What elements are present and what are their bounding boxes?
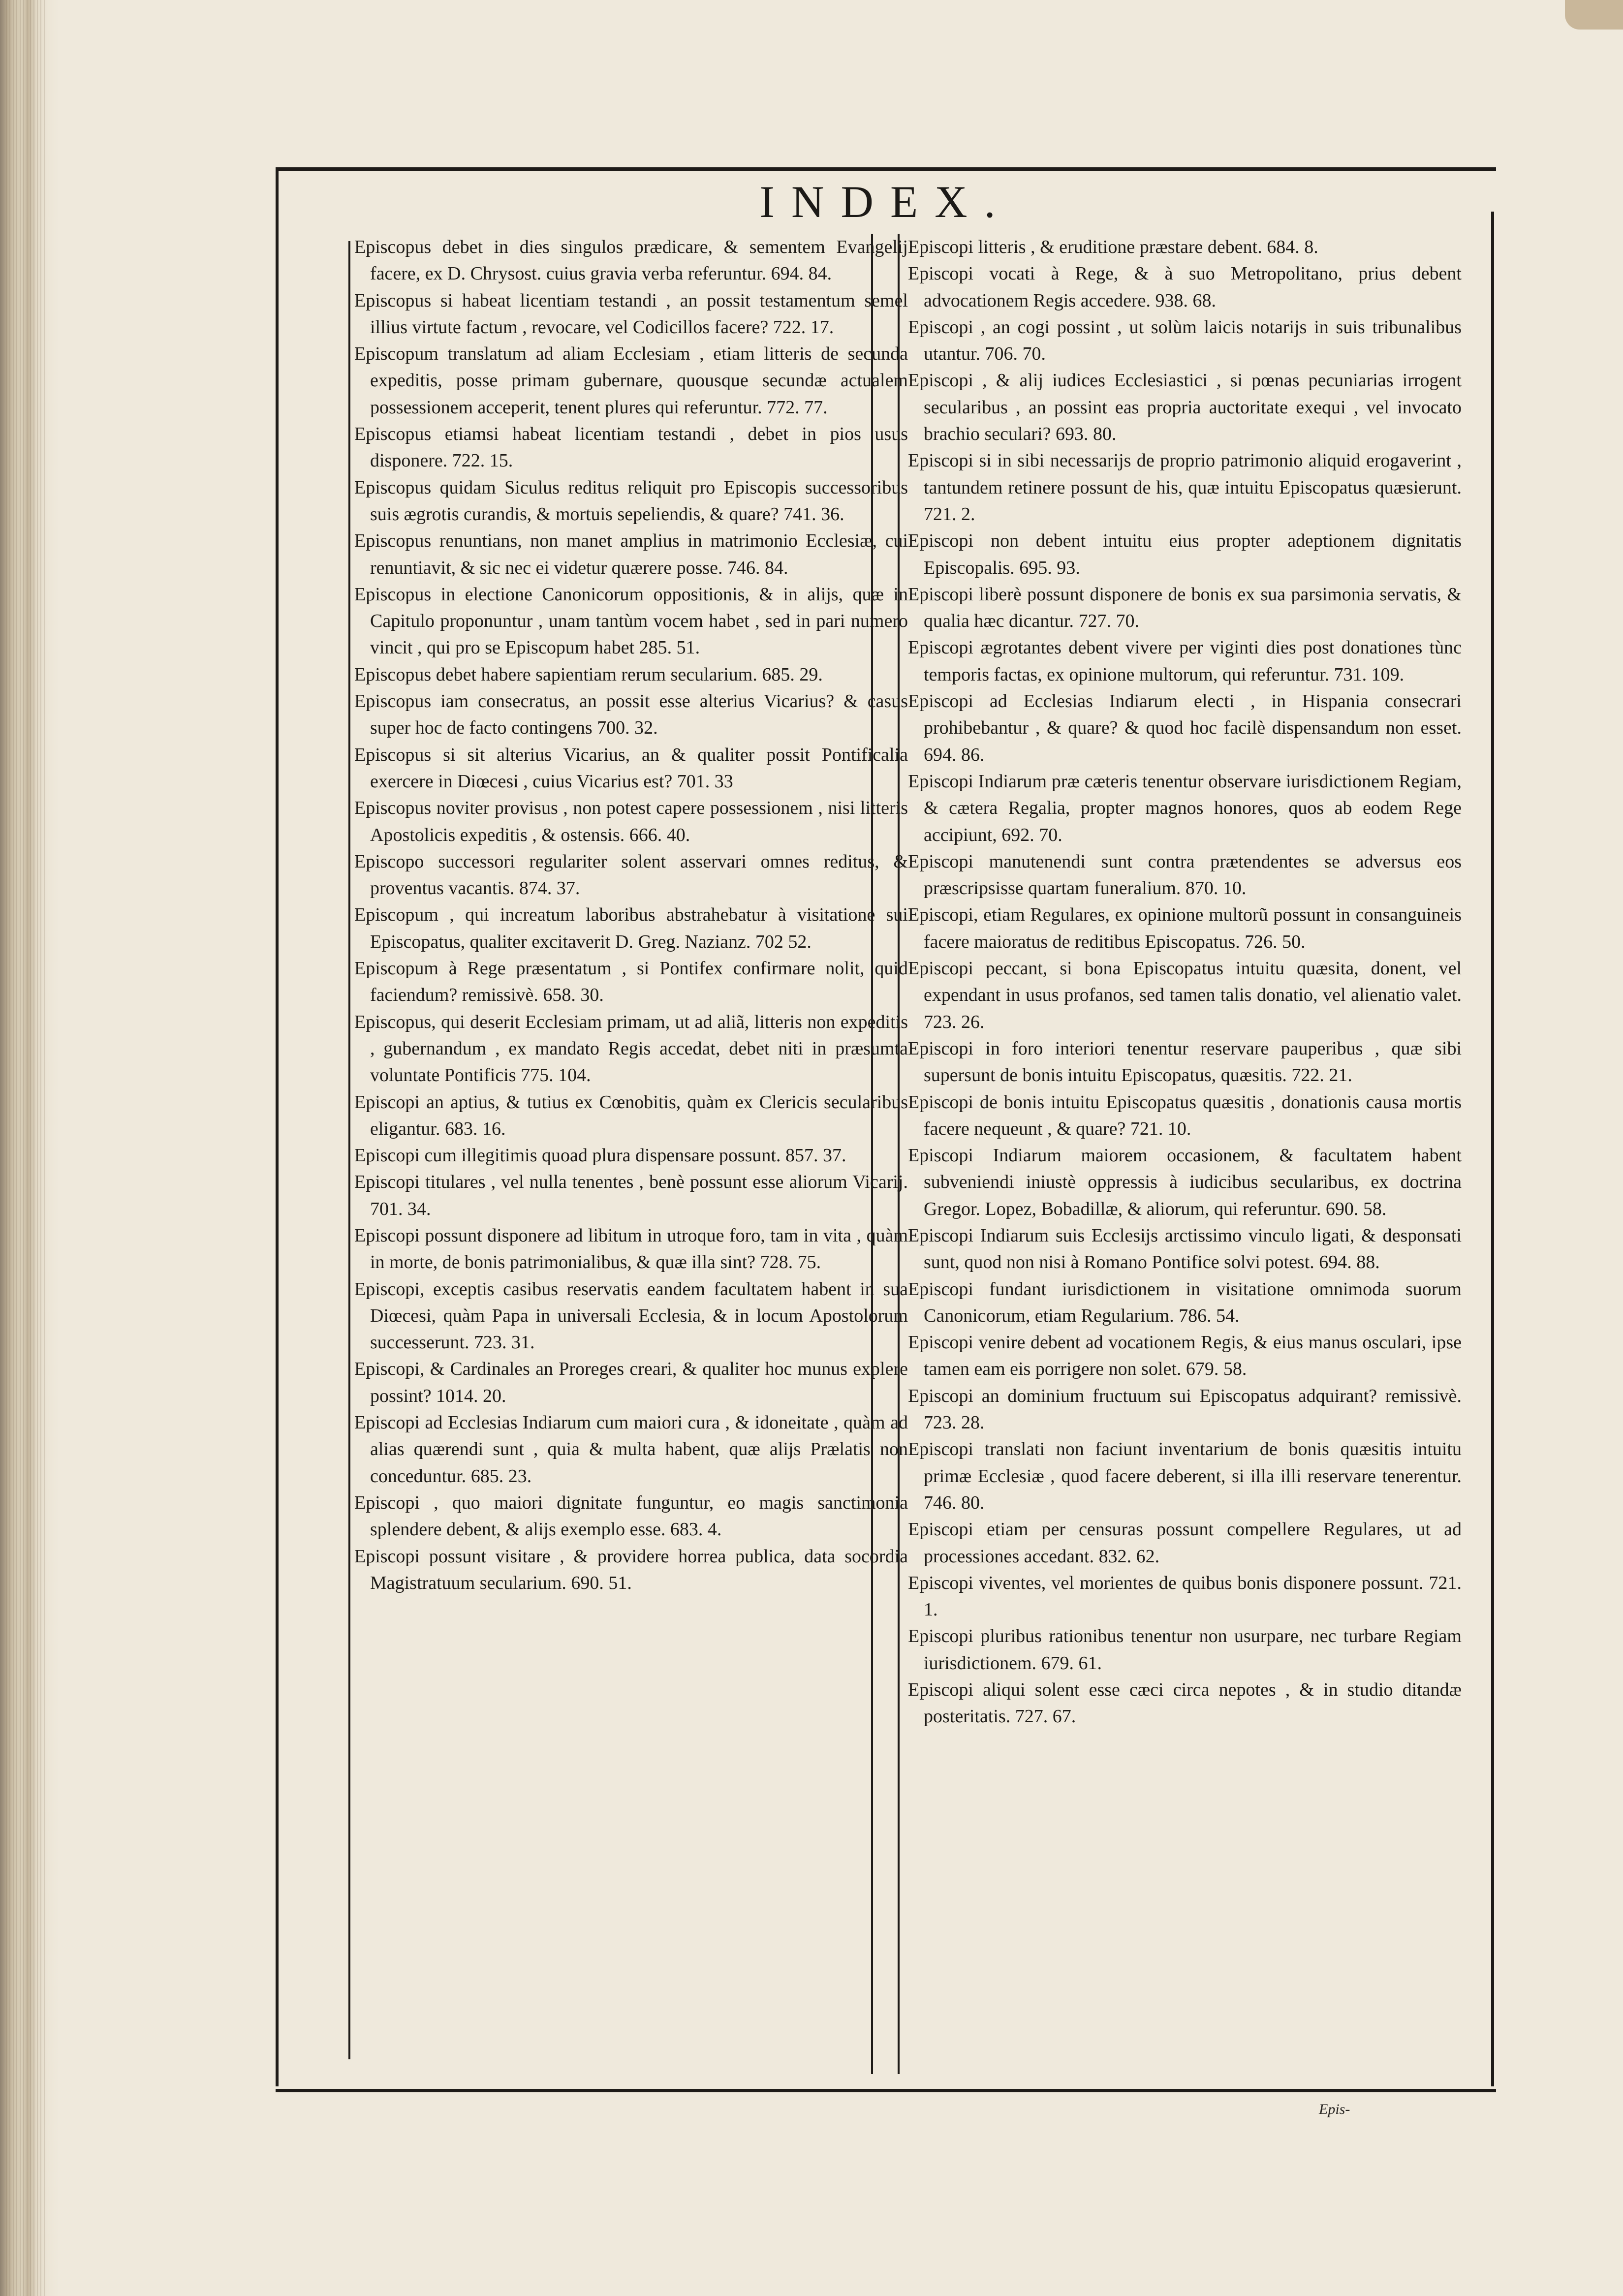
index-entry: Episcopus si sit alterius Vicarius, an & qualiter possit Pontificalia exercere in Diœcesi , cuius Vicarius est? 701. 33	[354, 744, 908, 792]
index-entry: Episcopi , an cogi possint , ut solùm laicis notarijs in suis tribunalibus utantur. 706. 70.	[908, 316, 1462, 365]
index-entry: Episcopi litteris , & eruditione præstare debent. 684. 8.	[908, 237, 1318, 257]
index-entry: Episcopum à Rege præsentatum , si Pontifex confirmare nolit, quid faciendum? remissivè. 658. 30.	[354, 958, 908, 1006]
index-entry: Episcopi possunt visitare , & providere horrea publica, data socordia Magistratuum secularium. 690. 51.	[354, 1546, 908, 1593]
index-entry: Episcopi, etiam Regulares, ex opinione multorũ possunt in consanguineis facere maioratus de reditibus Episcopatus. 726. 50.	[908, 904, 1462, 952]
index-entry: Episcopi in foro interiori tenentur reservare pauperibus , quæ sibi supersunt de bonis intuitu Episcopatus, quæsitis. 722. 21.	[908, 1038, 1462, 1086]
index-entry: Episcopus quidam Siculus reditus reliquit pro Episcopis successoribus suis ægrotis curandis, & mortuis sepeliendis, & quare? 741. 36.	[354, 477, 908, 525]
index-entry: Episcopi Indiarum suis Ecclesijs arctissimo vinculo ligati, & desponsati sunt, quod non nisi à Romano Pontifice solvi potest. 694. 88.	[908, 1225, 1462, 1273]
index-entry: Episcopi pluribus rationibus tenentur non usurpare, nec turbare Regiam iurisdictionem. 679. 61.	[908, 1626, 1462, 1674]
left-index-column	[354, 234, 908, 2074]
index-entry: Episcopi vocati à Rege, & à suo Metropolitano, prius debent advocationem Regis accedere. 938. 68.	[908, 263, 1462, 311]
book-page-edges	[0, 0, 59, 2296]
right-border-rule	[1491, 212, 1494, 2086]
top-border-rule	[276, 167, 1496, 171]
index-entry: Episcopi aliqui solent esse cæci circa nepotes , & in studio ditandæ posteritatis. 727. 67.	[908, 1679, 1462, 1727]
index-entry: Episcopi an aptius, & tutius ex Cœnobitis, quàm ex Clericis secularibus eligantur. 683. 16.	[354, 1091, 908, 1139]
index-entry: Episcopus in electione Canonicorum oppositionis, & in alijs, quæ in Capitulo proponuntur , unam tantùm vocem habet , sed in pari numero vincit , qui pro se Episcopum habet 285. 51.	[354, 584, 908, 658]
bottom-border-rule	[276, 2089, 1496, 2092]
index-entry: Episcopi ægrotantes debent vivere per viginti dies post donationes tùnc temporis factas, ex opinione multorum, qui referuntur. 731. 109.	[908, 637, 1462, 685]
index-entry: Episcopus renuntians, non manet amplius in matrimonio Ecclesiæ, cui renuntiavit, & sic nec ei videtur quærere posse. 746. 84.	[354, 530, 908, 578]
index-entry: Episcopus debet habere sapientiam rerum secularium. 685. 29.	[354, 664, 823, 685]
index-entry: Episcopo successori regulariter solent asservari omnes reditus, & proventus vacantis. 874. 37.	[354, 851, 908, 899]
catchword: Epis-	[1319, 2101, 1350, 2117]
index-entry: Episcopum , qui increatum laboribus abstrahebatur à visitatione sui Episcopatus, qualiter excitaverit D. Greg. Nazianz. 702 52.	[354, 904, 908, 952]
index-entry: Episcopi titulares , vel nulla tenentes , benè possunt esse aliorum Vicarij. 701. 34.	[354, 1172, 908, 1219]
left-column-rule	[348, 241, 350, 2059]
page-title: INDEX.	[759, 177, 1012, 227]
index-entry: Episcopum translatum ad aliam Ecclesiam , etiam litteris de secunda expeditis, posse primam gubernare, quousque secundæ actualem possessionem acceperit, tenent plures qui referuntur. 772. 77.	[354, 343, 908, 418]
index-entry: Episcopi venire debent ad vocationem Regis, & eius manus osculari, ipse tamen eam eis porrigere non solet. 679. 58.	[908, 1332, 1462, 1380]
index-entry: Episcopi manutenendi sunt contra prætendentes se adversus eos præscripsisse quartam funeralium. 870. 10.	[908, 851, 1462, 899]
index-entry: Episcopi fundant iurisdictionem in visitatione omnimoda suorum Canonicorum, etiam Regularium. 786. 54.	[908, 1278, 1462, 1326]
index-entry: Episcopi ad Ecclesias Indiarum electi , in Hispania consecrari prohibebantur , & quare? & quod hoc facilè dispensandum non esset. 694. 86.	[908, 691, 1462, 765]
index-entry: Episcopi si in sibi necessarijs de proprio patrimonio aliquid erogaverint , tantundem retinere possunt de his, quæ intuitu Episcopatus quæsierunt. 721. 2.	[908, 450, 1462, 525]
index-entry: Episcopi Indiarum præ cæteris tenentur observare iurisdictionem Regiam, & cætera Regalia, propter magnos honores, quos ab eodem Rege accipiunt, 692. 70.	[908, 771, 1462, 845]
index-entry: Episcopi , quo maiori dignitate funguntur, eo magis sanctimonia splendere debent, & alijs exemplo esse. 683. 4.	[354, 1492, 908, 1540]
index-entry: Episcopus noviter provisus , non potest capere possessionem , nisi litteris Apostolicis expeditis , & ostensis. 666. 40.	[354, 798, 908, 845]
index-entry: Episcopi liberè possunt disponere de bonis ex sua parsimonia servatis, & qualia hæc dicantur. 727. 70.	[908, 584, 1462, 632]
index-entry: Episcopus, qui deserit Ecclesiam primam, ut ad aliã, litteris non expeditis , gubernandum , ex mandato Regis accedat, debet niti in præsumta voluntate Pontificis 775. 104.	[354, 1011, 908, 1086]
index-entry: Episcopus etiamsi habeat licentiam testandi , debet in pios usus disponere. 722. 15.	[354, 424, 908, 471]
index-entry: Episcopi Indiarum maiorem occasionem, & facultatem habent subveniendi iniustè oppressis à iudicibus secularibus, ex doctrina Gregor. Lopez, Bobadillæ, & aliorum, qui referuntur. 690. 58.	[908, 1145, 1462, 1219]
index-entry: Episcopi etiam per censuras possunt compellere Regulares, ut ad processiones accedant. 832. 62.	[908, 1519, 1462, 1567]
index-entry: Episcopi, exceptis casibus reservatis eandem facultatem habent in sua Diœcesi, quàm Papa in universali Ecclesia, & in locum Apostolorum successerunt. 723. 31.	[354, 1278, 908, 1353]
index-entry: Episcopi possunt disponere ad libitum in utroque foro, tam in vita , quàm in morte, de bonis patrimonialibus, & quæ illa sint? 728. 75.	[354, 1225, 908, 1273]
index-entry: Episcopi de bonis intuitu Episcopatus quæsitis , donationis causa mortis facere nequeunt , & quare? 721. 10.	[908, 1091, 1462, 1139]
index-entry: Episcopus si habeat licentiam testandi , an possit testamentum semel illius virtute factum , revocare, vel Codicillos facere? 722. 17.	[354, 290, 908, 338]
index-entry: Episcopus iam consecratus, an possit esse alterius Vicarius? & casus super hoc de facto contingens 700. 32.	[354, 691, 908, 739]
index-entry: Episcopi peccant, si bona Episcopatus intuitu quæsita, donent, vel expendant in usus profanos, sed tamen talis donatio, vel alienatio valet. 723. 26.	[908, 958, 1462, 1032]
index-entry: Episcopi, & Cardinales an Proreges creari, & qualiter hoc munus explere possint? 1014. 20.	[354, 1359, 908, 1406]
index-entry: Episcopi ad Ecclesias Indiarum cum maiori cura , & idoneitate , quàm ad alias quærendi sunt , quia & multa habent, quæ alijs Prælatis non conceduntur. 685. 23.	[354, 1412, 908, 1487]
index-entry: Episcopi , & alij iudices Ecclesiastici , si pœnas pecuniarias irrogent secularibus , an possint eas propria auctoritate exequi , vel invocato brachio seculari? 693. 80.	[908, 370, 1462, 445]
index-entry: Episcopi an dominium fructuum sui Episcopatus adquirant? remissivè. 723. 28.	[908, 1385, 1462, 1433]
left-border-rule	[276, 167, 279, 2086]
right-index-column	[908, 234, 1462, 2074]
index-entry: Episcopi viventes, vel morientes de quibus bonis disponere possunt. 721. 1.	[908, 1572, 1462, 1620]
index-entry: Episcopus debet in dies singulos prædicare, & sementem Evangelij facere, ex D. Chrysost. cuius gravia verba referuntur. 694. 84.	[354, 237, 908, 284]
index-entry: Episcopi non debent intuitu eius propter adeptionem dignitatis Episcopalis. 695. 93.	[908, 530, 1462, 578]
index-entry: Episcopi translati non faciunt inventarium de bonis quæsitis intuitu primæ Ecclesiæ , quod facere deberent, si illa illi reservare tenerentur. 746. 80.	[908, 1439, 1462, 1513]
index-page	[276, 167, 1496, 2117]
page-corner-tab	[1565, 0, 1623, 30]
index-entry: Episcopi cum illegitimis quoad plura dispensare possunt. 857. 37.	[354, 1145, 846, 1166]
